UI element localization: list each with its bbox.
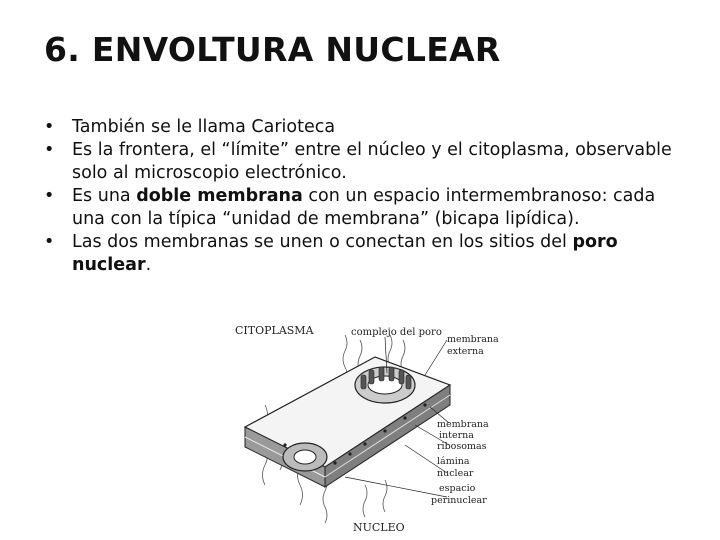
envelope-slab: [245, 357, 450, 487]
cytoplasm-label: CITOPLASMA: [235, 324, 314, 337]
bullet-text: También se le llama Carioteca: [72, 117, 336, 137]
bullet-text: Es una: [72, 186, 137, 206]
pore-complex-top: [355, 367, 415, 403]
lamina-label-1: lámina: [437, 456, 470, 467]
pore-complex-label: complejo del poro: [351, 327, 442, 338]
lamina-label-2: nuclear: [437, 468, 474, 479]
bullet-text: con un espacio intermembranoso: cada una con la típica “unidad de membrana” (bicapa lipídica).: [72, 186, 656, 229]
inner-membrane-label-1: membrana: [437, 419, 489, 430]
nucleus-label: NUCLEO: [353, 521, 405, 534]
bullet-list: [44, 116, 684, 277]
slide-title: 6. ENVOLTURA NUCLEAR: [44, 30, 501, 69]
ribosomes-label: ribosomas: [437, 441, 487, 452]
outer-membrane-label-2: externa: [447, 346, 484, 357]
bullet-text: Las dos membranas se unen o conectan en los sitios del: [72, 232, 573, 252]
bullet-item: [44, 185, 684, 231]
bullet-text: .: [145, 255, 152, 275]
bullet-item: [44, 139, 684, 185]
bullet-item: [44, 231, 684, 277]
perinuclear-label-1: espacio: [439, 483, 476, 494]
outer-membrane-label-1: membrana: [447, 334, 499, 345]
bullet-emphasis: doble membrana: [136, 186, 303, 206]
bullet-item: [44, 116, 684, 139]
bullet-text: Es la frontera, el “límite” entre el núcleo y el citoplasma, observable solo al microscopio electrónico.: [72, 140, 672, 183]
nuclear-envelope-diagram: [225, 315, 515, 540]
pore-complex-section: [283, 443, 327, 471]
inner-membrane-label-2: interna: [439, 430, 474, 441]
perinuclear-label-2: perinuclear: [431, 495, 487, 506]
bullet-emphasis: poro nuclear: [72, 232, 618, 275]
